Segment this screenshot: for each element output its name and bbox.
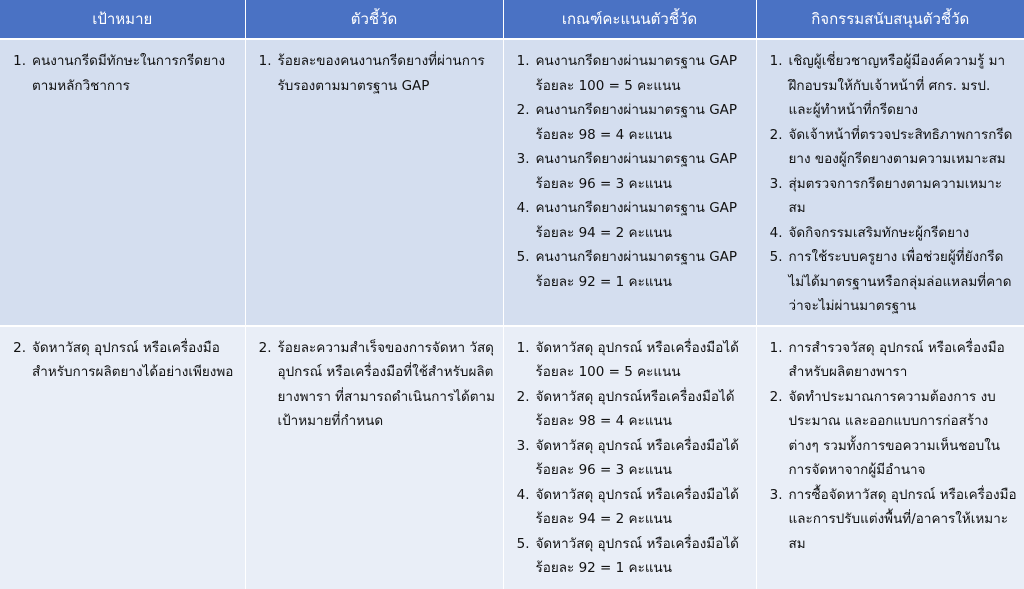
list-item: 3. จัดหาวัสดุ อุปกรณ์ หรือเครื่องมือได้ ร้อยละ 96 = 3 คะแนน <box>516 437 739 478</box>
list-item: 2. จัดเจ้าหน้าที่ตรวจประสิทธิภาพการกรีดยาง ของผู้กรีดยางตามความเหมาะสม <box>769 126 1013 167</box>
indicator-text: ร้อยละความสำเร็จของการจัดหา วัสดุ อุปกรณ์ หรือเครื่องมือที่ใช้สำหรับผลิต ยางพารา ที่สามารถดำเนินการได้ตาม เป้าหมายที่กำหนด <box>277 339 496 429</box>
list-item: 1. คนงานกรีดยางผ่านมาตรฐาน GAP ร้อยละ 100 = 5 คะแนน <box>516 53 738 94</box>
criteria-cell <box>503 39 756 326</box>
header-activities: กิจกรรมสนับสนุนตัวชี้วัด <box>756 0 1024 39</box>
list-item: 5. จัดหาวัสดุ อุปกรณ์ หรือเครื่องมือได้ ร้อยละ 92 = 1 คะแนน <box>516 535 739 576</box>
list-item: 5. คนงานกรีดยางผ่านมาตรฐาน GAP ร้อยละ 92 = 1 คะแนน <box>516 249 738 290</box>
indicator-text: ร้อยละของคนงานกรีดยางที่ผ่านการ รับรองตามมาตรฐาน GAP <box>277 53 485 94</box>
list-item: 3. สุ่มตรวจการกรีดยางตามความเหมาะสม <box>769 175 1003 216</box>
header-indicator: ตัวชี้วัด <box>245 0 503 39</box>
table-row <box>0 326 1024 589</box>
goal-cell <box>0 39 245 326</box>
list-item: 3. คนงานกรีดยางผ่านมาตรฐาน GAP ร้อยละ 96 = 3 คะแนน <box>516 151 738 192</box>
activities-cell <box>756 326 1024 589</box>
goal-cell <box>0 326 245 589</box>
table-row <box>0 39 1024 326</box>
goal-text: จัดหาวัสดุ อุปกรณ์ หรือเครื่องมือ สำหรับการผลิตยางได้อย่างเพียงพอ <box>32 339 234 380</box>
list-item: 2. จัดหาวัสดุ อุปกรณ์ หรือเครื่องมือ สำหรับการผลิตยางได้อย่างเพียงพอ <box>4 336 239 385</box>
list-item: 2. จัดหาวัสดุ อุปกรณ์หรือเครื่องมือได้ ร้อยละ 98 = 4 คะแนน <box>516 388 735 429</box>
list-item: 1. ร้อยละของคนงานกรีดยางที่ผ่านการ รับรองตามมาตรฐาน GAP <box>250 49 497 98</box>
list-item: 5. การใช้ระบบครูยาง เพื่อช่วยผู้ที่ยังกรีด ไม่ได้มาตรฐานหรือกลุ่มล่อแหลมที่คาด ว่าจะไม่ผ่านมาตรฐาน <box>769 249 1012 314</box>
indicator-cell <box>245 39 503 326</box>
list-item: 4. จัดหาวัสดุ อุปกรณ์ หรือเครื่องมือได้ ร้อยละ 94 = 2 คะแนน <box>516 486 739 527</box>
list-item: 1. จัดหาวัสดุ อุปกรณ์ หรือเครื่องมือได้ ร้อยละ 100 = 5 คะแนน <box>516 339 739 380</box>
list-item: 4. คนงานกรีดยางผ่านมาตรฐาน GAP ร้อยละ 94 = 2 คะแนน <box>516 200 738 241</box>
list-item: 3. การซื้อจัดหาวัสดุ อุปกรณ์ หรือเครื่องมือ และการปรับแต่งพื้นที่/อาคารให้เหมาะสม <box>769 486 1017 552</box>
list-item: 1. คนงานกรีดมีทักษะในการกรีดยาง ตามหลักวิชาการ <box>4 49 239 98</box>
header-criteria: เกณฑ์คะแนนตัวชี้วัด <box>503 0 756 39</box>
indicator-cell <box>245 326 503 589</box>
list-item: 2. ร้อยละความสำเร็จของการจัดหา วัสดุ อุปกรณ์ หรือเครื่องมือที่ใช้สำหรับผลิต ยางพารา ที่สามารถดำเนินการได้ตาม เป้าหมายที่กำหนด <box>250 336 497 434</box>
list-item: 1. เชิญผู้เชี่ยวชาญหรือผู้มีองค์ความรู้ มาฝึกอบรมให้กับเจ้าหน้าที่ ศกร. มรป. และผู้ทำหน้าที่กรีดยาง <box>769 53 1006 118</box>
activities-cell <box>756 39 1024 326</box>
list-item: 2. จัดทำประมาณการความต้องการ งบประมาณ และออกแบบการก่อสร้าง ต่างๆ รวมทั้งการขอความเห็นชอบใน การจัดหาจากผู้มีอำนาจ <box>769 388 1001 478</box>
header-goal: เป้าหมาย <box>0 0 245 39</box>
goal-text: คนงานกรีดมีทักษะในการกรีดยาง ตามหลักวิชาการ <box>32 53 226 94</box>
list-item: 1. การสำรวจวัสดุ อุปกรณ์ หรือเครื่องมือ สำหรับผลิตยางพารา <box>769 339 1005 380</box>
list-item: 2. คนงานกรีดยางผ่านมาตรฐาน GAP ร้อยละ 98 = 4 คะแนน <box>516 102 738 143</box>
list-item: 4. จัดกิจกรรมเสริมทักษะผู้กรีดยาง <box>769 224 970 241</box>
header-row <box>0 0 1024 39</box>
criteria-cell <box>503 326 756 589</box>
